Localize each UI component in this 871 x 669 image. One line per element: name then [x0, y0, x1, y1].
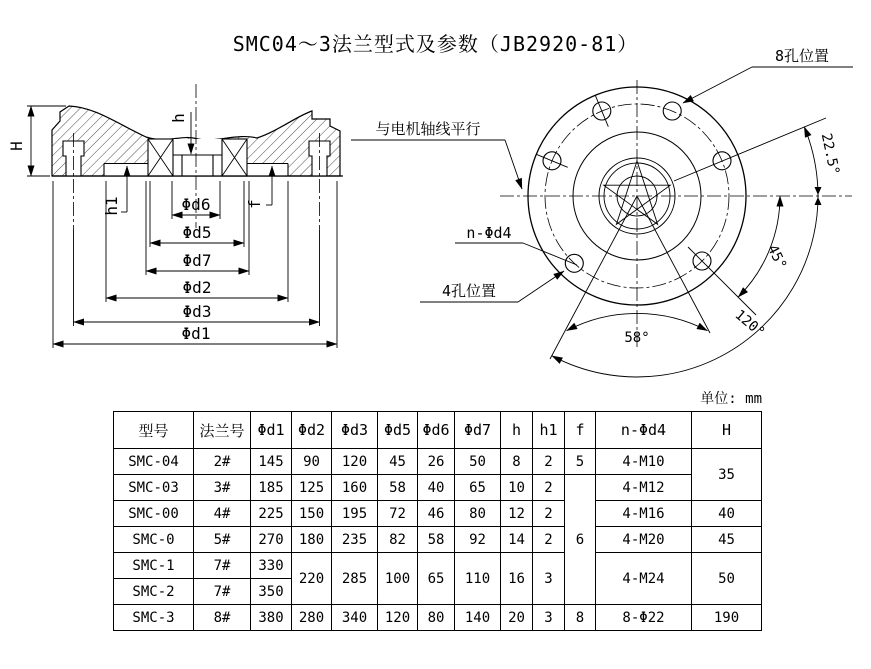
col-header-d5: Φd5: [378, 412, 418, 449]
leader-nd4: [455, 243, 577, 265]
table-header-row: [114, 412, 762, 449]
table-row: SMC-03 3# 185 125 160 58 40 65 10 2 6 4-M12: [114, 475, 762, 501]
dim-f-label: f: [245, 199, 264, 209]
dim-h-label: h: [169, 113, 188, 123]
dim-d3-label: Φd3: [182, 302, 212, 321]
col-header-d7: Φd7: [455, 412, 501, 449]
label-parallel: 与电机轴线平行: [375, 120, 481, 138]
leader-8holes: [683, 67, 853, 103]
dim-d7-label: Φd7: [182, 251, 212, 270]
col-header-d2: Φd2: [292, 412, 332, 449]
col-header-f: f: [565, 412, 596, 449]
angle-58-label: 58°: [624, 330, 650, 346]
table-row: SMC-3 8# 380 280 340 120 80 140 20 3 8 8-Φ22 190: [114, 605, 762, 631]
col-header-model: 型号: [114, 412, 194, 449]
front-view: [351, 67, 853, 377]
col-header-d1: Φd1: [251, 412, 292, 449]
table-row: SMC-1 7# 330 220 285 100 65 110 16 3 4-M24 50: [114, 553, 762, 579]
col-header-flange: 法兰号: [194, 412, 251, 449]
dim-d5-label: Φd5: [182, 223, 212, 242]
col-header-h: h: [501, 412, 533, 449]
dim-H-label: H: [7, 141, 26, 151]
label-4holes: 4孔位置: [441, 282, 497, 300]
angle-45-label: 45°: [763, 242, 790, 273]
label-8holes: 8孔位置: [774, 47, 830, 65]
angle-22-5-label: 22.5°: [817, 131, 843, 177]
col-header-h1: h1: [533, 412, 565, 449]
dim-d6-label: Φd6: [181, 195, 211, 214]
leader-parallel: [351, 140, 522, 189]
dim-d1-label: Φd1: [181, 324, 211, 343]
dim-h1-label: h1: [102, 196, 121, 216]
table-row: SMC-0 5# 270 180 235 82 58 92 14 2 4-M20 45: [114, 527, 762, 553]
unit-label: 单位: mm: [700, 391, 762, 407]
col-header-nd4: n-Φd4: [596, 412, 692, 449]
label-nd4: n-Φd4: [466, 224, 512, 242]
angle-120-label: 120°: [731, 306, 768, 341]
table-row: SMC-00 4# 225 150 195 72 46 80 12 2 4-M16 40: [114, 501, 762, 527]
col-header-d3: Φd3: [332, 412, 378, 449]
page-title: SMC04～3法兰型式及参数（JB2920-81）: [232, 32, 639, 56]
table-row: SMC-04 2# 145 90 120 45 26 50 8 2 5 4-M10 35: [114, 449, 762, 475]
dim-d2-label: Φd2: [182, 278, 212, 297]
parameter-table: [113, 411, 762, 631]
col-header-H: H: [692, 412, 762, 449]
table-row: SMC-2 7# 350: [114, 579, 762, 605]
col-header-d6: Φd6: [418, 412, 455, 449]
